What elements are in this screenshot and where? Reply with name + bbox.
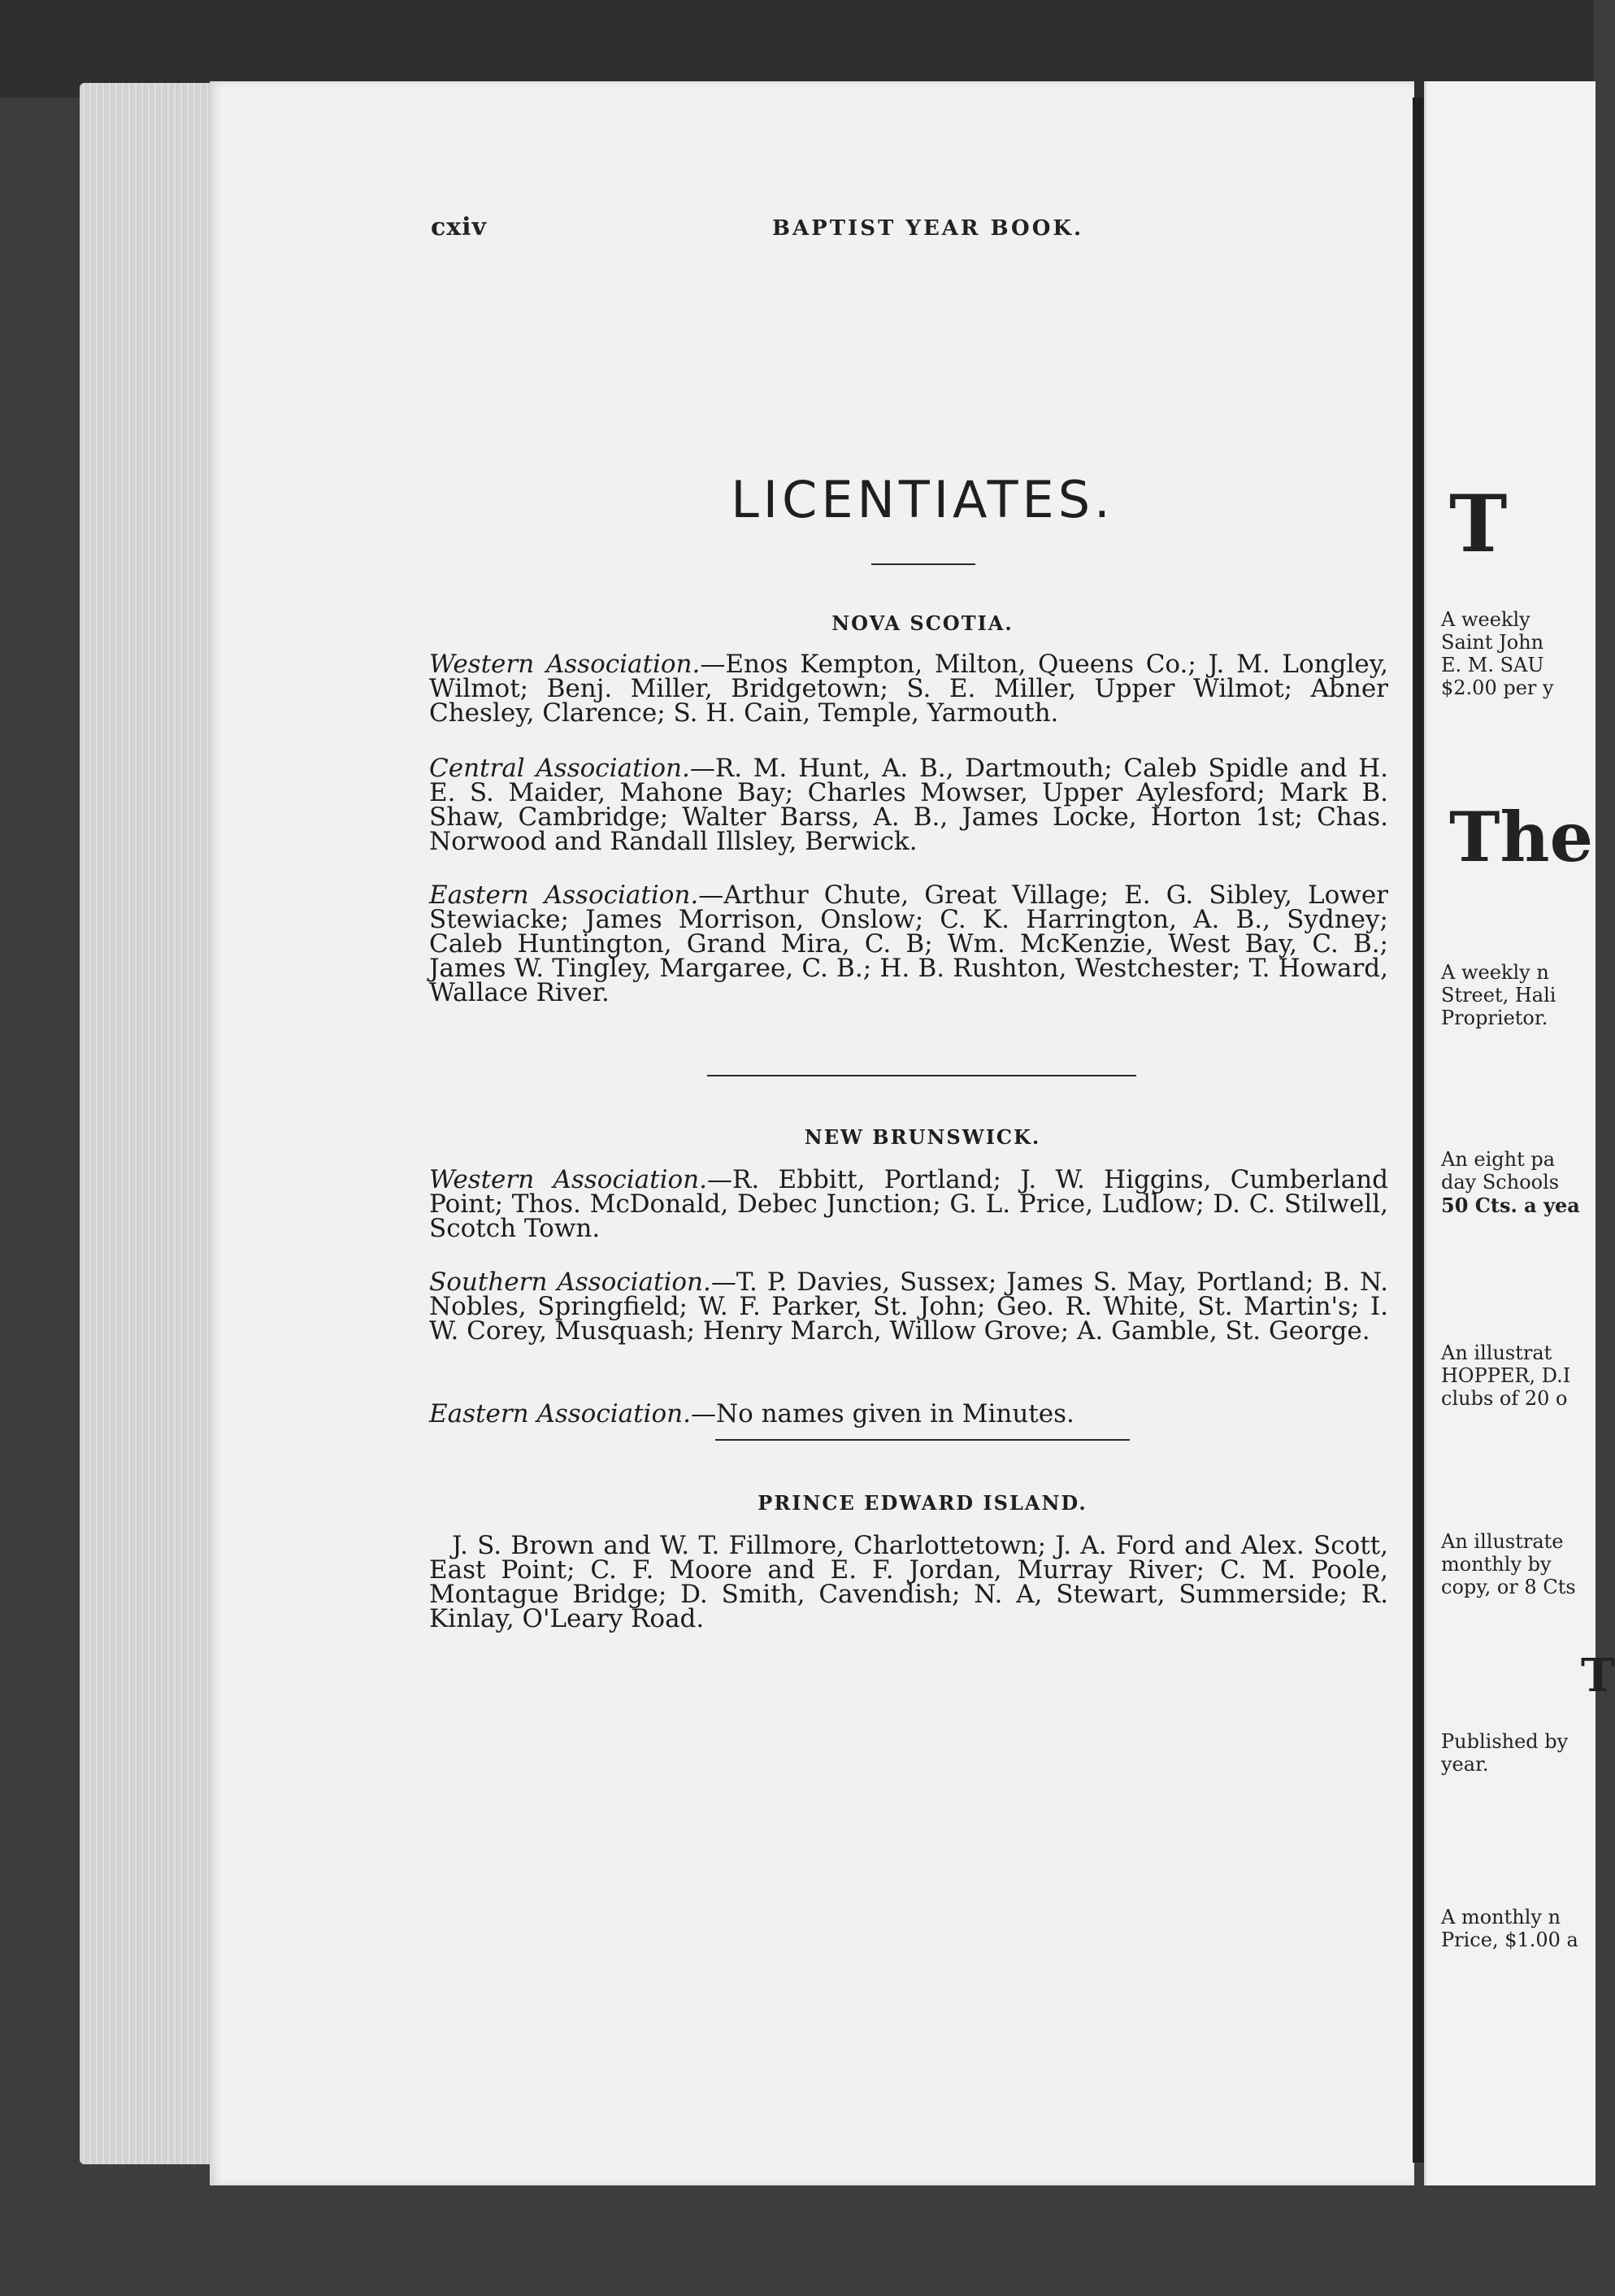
rp-fragment: Published by (1441, 1730, 1569, 1753)
rp-fragment: $2.00 per y (1441, 676, 1554, 699)
paragraph-ns-western (429, 650, 1388, 728)
section-rule (715, 1439, 1130, 1441)
rp-fragment: An illustrate (1441, 1530, 1564, 1553)
rp-fragment: T (1581, 1649, 1615, 1702)
rp-fragment: HOPPER, D.I (1441, 1364, 1571, 1387)
paragraph-pei (429, 1533, 1388, 1631)
rp-fragment: E. M. SAU (1441, 654, 1544, 676)
paragraph-text: —Arthur Chute, Great Village; E. G. Sibley, Lower Stewiacke; James Morrison, Onslow; C. K. Harrington, A. B., Sydney; Caleb Huntington, Grand Mira, C. B; Wm. McKenzie, West Bay, C. B.; James W. Tingley, Margaree, C. B.; H. B. Rushton, Westchester; T. Howard, Wallace River. (429, 881, 1388, 1007)
rp-fragment: Proprietor. (1441, 1007, 1548, 1029)
section-heading-pei: PRINCE EDWARD ISLAND. (758, 1491, 1088, 1515)
association-name: Western Association. (429, 650, 701, 679)
paragraph-nb-southern (429, 1268, 1388, 1346)
association-name: Western Association. (429, 1165, 707, 1194)
section-heading-new-brunswick: NEW BRUNSWICK. (804, 1125, 1041, 1149)
rp-fragment: year. (1441, 1753, 1489, 1776)
right-page-fragment (1424, 81, 1615, 2185)
page-number: cxiv (431, 213, 487, 241)
paragraph-text: —No names given in Minutes. (690, 1399, 1074, 1428)
rp-fragment: Street, Hali (1441, 984, 1556, 1007)
rp-fragment: A monthly n (1441, 1906, 1561, 1929)
running-title: BAPTIST YEAR BOOK. (772, 216, 1083, 241)
paragraph-text: J. S. Brown and W. T. Fillmore, Charlottetown; J. A. Ford and Alex. Scott, East Point; C. F. Moore and E. F. Jordan, Murray River; C. M. Poole, Montague Bridge; D. Smith, Cavendish; N. A, Stewart, Summerside; R. Kinlay, O'Leary Road. (429, 1531, 1388, 1633)
rp-fragment: Price, $1.00 a (1441, 1929, 1578, 1951)
rp-fragment: An eight pa (1441, 1148, 1556, 1171)
page-title: LICENTIATES. (731, 470, 1114, 529)
rp-fragment: 50 Cts. a yea (1441, 1194, 1580, 1217)
rp-fragment: day Schools (1441, 1171, 1560, 1194)
section-heading-nova-scotia: NOVA SCOTIA. (831, 611, 1014, 635)
book-page-edges (80, 83, 226, 2164)
title-rule (871, 563, 975, 565)
association-name: Southern Association. (429, 1268, 711, 1297)
rp-fragment: clubs of 20 o (1441, 1387, 1568, 1410)
rp-fragment: copy, or 8 Cts (1441, 1576, 1576, 1598)
rp-fragment: A weekly (1441, 608, 1530, 631)
paragraph-text: —R. Ebbitt, Portland; J. W. Higgins, Cumberland Point; Thos. McDonald, Debec Junction; G. L. Price, Ludlow; D. C. Stilwell, Scotch Town. (429, 1165, 1389, 1243)
association-name: Eastern Association. (429, 881, 699, 910)
paragraph-nb-western (429, 1165, 1389, 1243)
paragraph-text: —T. P. Davies, Sussex; James S. May, Portland; B. N. Nobles, Springfield; W. F. Parker, St. John; Geo. R. White, St. Martin's; I. W. Corey, Musquash; Henry March, Willow Grove; A. Gamble, St. George. (429, 1268, 1388, 1346)
paragraph-ns-eastern (429, 883, 1388, 1005)
running-header (431, 213, 1414, 254)
rp-fragment: The (1449, 797, 1594, 877)
paragraph-nb-eastern (429, 1399, 1388, 1428)
paragraph-text: —R. M. Hunt, A. B., Dartmouth; Caleb Spidle and H. E. S. Maider, Mahone Bay; Charles Mowser, Upper Aylesford; Mark B. Shaw, Cambridge; Walter Barss, A. B., James Locke, Horton 1st; Chas. Norwood and Randall Illsley, Berwick. (429, 754, 1389, 856)
paragraph-ns-central (429, 756, 1388, 854)
association-name: Central Association. (429, 754, 690, 783)
section-rule (707, 1075, 1136, 1076)
rp-fragment: A weekly n (1441, 961, 1549, 984)
rp-fragment: monthly by (1441, 1553, 1552, 1576)
rp-fragment: Saint John (1441, 631, 1544, 654)
paragraph-text: —Enos Kempton, Milton, Queens Co.; J. M. Longley, Wilmot; Benj. Miller, Bridgetown; S. E. Miller, Upper Wilmot; Abner Chesley, Clarence; S. H. Cain, Temple, Yarmouth. (429, 650, 1388, 728)
rp-fragment: T (1449, 478, 1508, 570)
association-name: Eastern Association. (429, 1399, 691, 1428)
rp-fragment: An illustrat (1441, 1342, 1552, 1364)
